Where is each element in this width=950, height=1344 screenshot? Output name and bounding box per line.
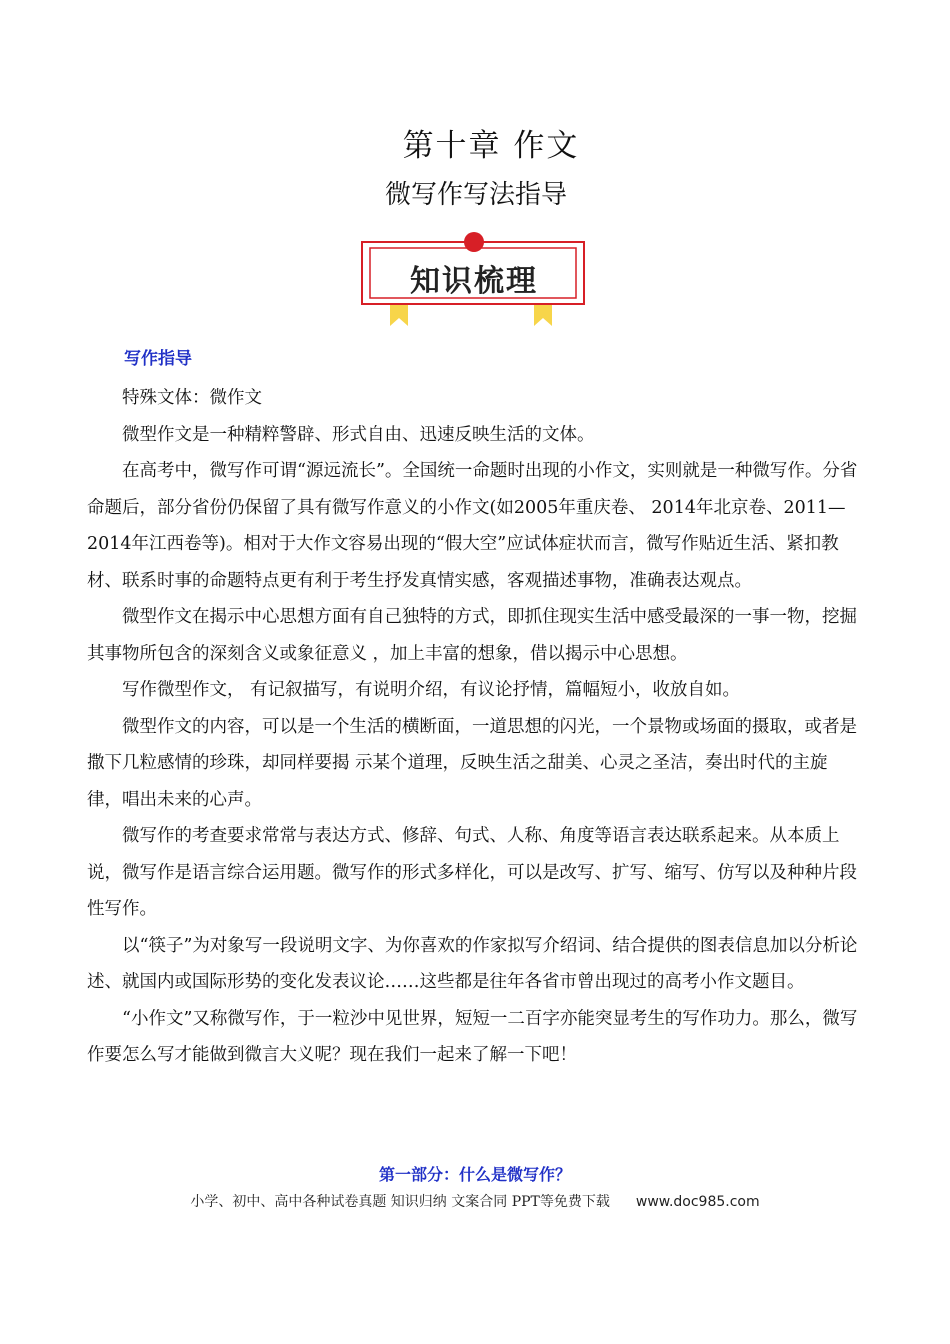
paragraph: 特殊文体：微作文 (122, 388, 262, 408)
badge-label: 知识梳理 (410, 264, 538, 299)
body-text (87, 380, 867, 1074)
page-subtitle: 微写作写法指导 (384, 180, 567, 210)
badge-dot-icon (464, 232, 484, 252)
section-heading: 写作指导 (124, 349, 192, 369)
footer-url[interactable]: www.doc985.com (635, 1194, 760, 1210)
footer-text: 小学、初中、高中各种试卷真题 知识归纳 文案合同 PPT等免费下载 (190, 1194, 610, 1210)
knowledge-badge (360, 230, 588, 330)
chapter-title: 第十章 作文 (402, 128, 580, 164)
part-heading: 第一部分：什么是微写作？ (378, 1165, 571, 1184)
paragraph: 微型作文在揭示中心思想方面有自己独特的方式，即抓住现实生活中感受最深的一事一物，挖掘其事物所包含的深刻含义或象征意义 ，加上丰富的想象，借以揭示中心思想。 (87, 607, 857, 664)
paragraph: 微型作文是一种精粹警辟、形式自由、迅速反映生活的文体。 (122, 424, 595, 445)
page-footer (0, 1191, 950, 1211)
paragraph: 以“筷子”为对象写一段说明文字、为你喜欢的作家拟写介绍词、结合提供的图表信息加以分析论述、就国内或国际形势的变化发表议论……这些都是往年各省市曾出现过的高考小作文题目。 (87, 935, 858, 992)
paragraph: 微型作文的内容，可以是一个生活的横断面，一道思想的闪光，一个景物或场面的摄取，或者是撒下几粒感情的珍珠，却同样要揭 示某个道理，反映生活之甜美、心灵之圣洁，奏出时代的主旋 律，唱出未来的心声。 (87, 716, 857, 810)
paragraph: 在高考中，微写作可谓“源远流长”。全国统一命题时出现的小作文，实则就是一种微写作。分省命题后，部分省份仍保留了具有微写作意义的小作文(如2005年重庆卷、 2014年北京卷、2011—2014年江西卷等)。相对于大作文容易出现的“假大空”应试体症状而言，微写作贴近生活、紧扣教材、联系时事的命题特点更有利于考生抒发真情实感，客观描述事物，准确表达观点。 (87, 461, 858, 591)
paragraph: 微写作的考查要求常常与表达方式、修辞、句式、人称、角度等语言表达联系起来。从本质上说，微写作是语言综合运用题。微写作的形式多样化，可以是改写、扩写、缩写、仿写以及种种片段性写作。 (87, 826, 857, 919)
paragraph: “小作文”又称微写作，于一粒沙中见世界，短短一二百字亦能突显考生的写作功力。那么，微写作要怎么写才能做到微言大义呢？现在我们一起来了解一下吧！ (87, 1008, 858, 1065)
paragraph: 写作微型作文， 有记叙描写，有说明介绍，有议论抒情，篇幅短小，收放自如。 (122, 680, 741, 700)
